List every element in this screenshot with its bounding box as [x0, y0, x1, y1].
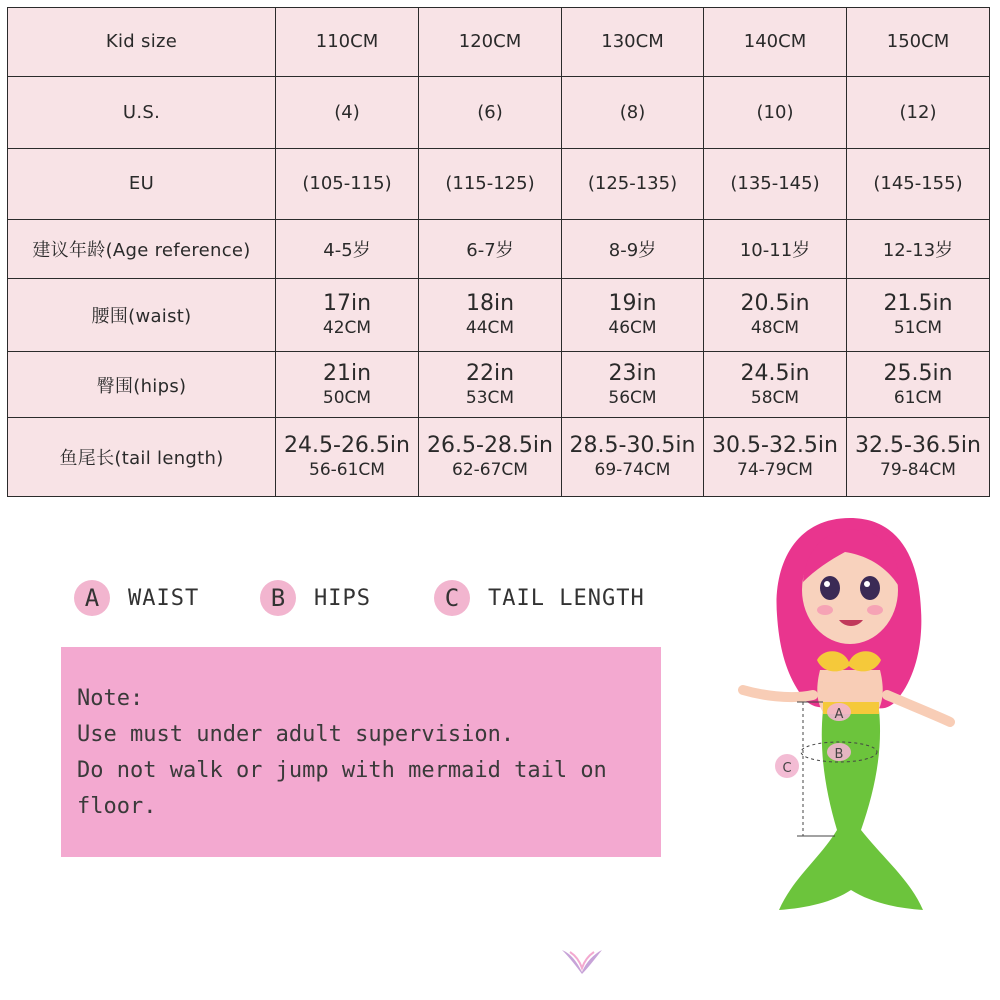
table-row: [8, 219, 990, 278]
cell-value: (4): [334, 101, 360, 123]
cell-cm: 56CM: [608, 387, 657, 408]
cell-value: 130CM: [601, 31, 664, 53]
cell-value: 140CM: [743, 31, 807, 53]
note-line-supervision: Use must under adult supervision.: [77, 722, 515, 747]
table-cell: [847, 219, 990, 278]
row-label: 腰围(waist): [8, 279, 276, 352]
note-line-warning: Do not walk or jump with mermaid tail on floor.: [77, 758, 607, 819]
cell-value: 10-11岁: [739, 239, 811, 261]
cell-value: (135-145): [730, 173, 820, 195]
cell-cm: 74-79CM: [737, 460, 813, 481]
table-cell: [562, 8, 704, 77]
table-cell: [562, 418, 704, 497]
legend-label-hips: HIPS: [314, 585, 371, 611]
table-row: [8, 76, 990, 149]
cell-cm: 46CM: [608, 317, 657, 338]
cell-cm: 58CM: [750, 387, 800, 408]
marker-b: B: [834, 747, 844, 762]
legend-label-tail-length: TAIL LENGTH: [488, 585, 645, 611]
marker-c: C: [782, 761, 792, 776]
marker-a: A: [834, 707, 844, 722]
table-cell: [419, 76, 562, 149]
legend-letter-b: B: [260, 580, 296, 616]
cell-value: 150CM: [886, 31, 950, 53]
cell-inches: 30.5-32.5in: [712, 433, 838, 459]
cell-value: (145-155): [873, 173, 963, 195]
table-cell: [419, 418, 562, 497]
table-cell: [419, 149, 562, 220]
table-cell: [562, 149, 704, 220]
table-cell: [276, 418, 419, 497]
cell-value: (10): [756, 101, 794, 123]
cell-value: 12-13岁: [882, 239, 954, 261]
legend-label-waist: WAIST: [128, 585, 200, 611]
cell-inches: 26.5-28.5in: [427, 433, 553, 459]
cell-value: 8-9岁: [608, 239, 657, 261]
cell-inches: 22in: [465, 360, 515, 386]
row-label: 鱼尾长(tail length): [8, 418, 276, 497]
note-title: Note:: [77, 686, 144, 711]
table-row: [8, 418, 990, 497]
table-cell: [847, 76, 990, 149]
table-cell: [276, 279, 419, 352]
cell-cm: 48CM: [750, 317, 800, 338]
table-cell: [704, 149, 847, 220]
table-cell: [704, 279, 847, 352]
table-cell: [276, 8, 419, 77]
row-label: EU: [8, 149, 276, 220]
cell-inches: 18in: [465, 290, 515, 316]
cell-value: (105-115): [302, 173, 392, 195]
table-cell: [704, 219, 847, 278]
cell-cm: 53CM: [465, 387, 515, 408]
row-label: U.S.: [8, 76, 276, 149]
cell-inches: 25.5in: [883, 360, 953, 386]
cell-cm: 42CM: [322, 317, 372, 338]
row-label: 建议年龄(Age reference): [8, 219, 276, 278]
cell-value: 6-7岁: [466, 239, 514, 261]
cell-inches: 28.5-30.5in: [569, 433, 696, 459]
mermaid-illustration: [735, 510, 965, 930]
cell-cm: 79-84CM: [880, 460, 956, 481]
cell-value: (6): [477, 101, 503, 123]
cell-value: 110CM: [315, 31, 379, 53]
table-cell: [419, 8, 562, 77]
table-cell: [562, 76, 704, 149]
cell-cm: 50CM: [322, 387, 372, 408]
cell-value: 120CM: [458, 31, 522, 53]
cell-inches: 24.5in: [740, 360, 810, 386]
cell-inches: 19in: [608, 290, 657, 316]
table-cell: [847, 351, 990, 418]
table-cell: [562, 279, 704, 352]
cell-inches: 24.5-26.5in: [284, 433, 410, 459]
cell-cm: 69-74CM: [594, 460, 671, 481]
legend-letter-c: C: [434, 580, 470, 616]
table-cell: [276, 76, 419, 149]
cell-value: (12): [899, 101, 937, 123]
legend-tail-length: [434, 578, 645, 618]
table-cell: [276, 219, 419, 278]
table-cell: [704, 351, 847, 418]
cell-cm: 44CM: [465, 317, 515, 338]
cell-inches: 32.5-36.5in: [855, 433, 981, 459]
table-cell: [847, 418, 990, 497]
cell-inches: 17in: [322, 290, 372, 316]
cell-inches: 23in: [608, 360, 657, 386]
legend-letter-a: A: [74, 580, 110, 616]
cell-cm: 61CM: [893, 387, 943, 408]
table-cell: [704, 8, 847, 77]
table-cell: [419, 219, 562, 278]
note-box: [61, 647, 661, 857]
legend-hips: [260, 578, 371, 618]
cell-value: (115-125): [445, 173, 535, 195]
row-label: 臀围(hips): [8, 351, 276, 418]
size-chart-table: [7, 7, 990, 497]
cell-inches: 21in: [322, 360, 372, 386]
table-cell: [704, 418, 847, 497]
cell-inches: 21.5in: [883, 290, 953, 316]
table-cell: [562, 351, 704, 418]
table-cell: [419, 279, 562, 352]
table-cell: [704, 76, 847, 149]
row-label: Kid size: [8, 8, 276, 77]
table-cell: [847, 8, 990, 77]
table-cell: [276, 351, 419, 418]
table-cell: [419, 351, 562, 418]
cell-value: (8): [619, 101, 646, 123]
brand-swoosh-icon: [560, 948, 604, 974]
cell-value: (125-135): [587, 173, 678, 195]
cell-cm: 51CM: [893, 317, 943, 338]
cell-value: 4-5岁: [323, 239, 371, 261]
table-cell: [847, 149, 990, 220]
cell-cm: 56-61CM: [309, 460, 385, 481]
table-row: [8, 149, 990, 220]
size-chart-body: [8, 8, 990, 497]
cell-cm: 62-67CM: [452, 460, 528, 481]
table-row: [8, 351, 990, 418]
legend-waist: [74, 578, 199, 618]
cell-inches: 20.5in: [740, 290, 810, 316]
table-row: [8, 8, 990, 77]
table-row: [8, 279, 990, 352]
table-cell: [847, 279, 990, 352]
table-cell: [276, 149, 419, 220]
table-cell: [562, 219, 704, 278]
